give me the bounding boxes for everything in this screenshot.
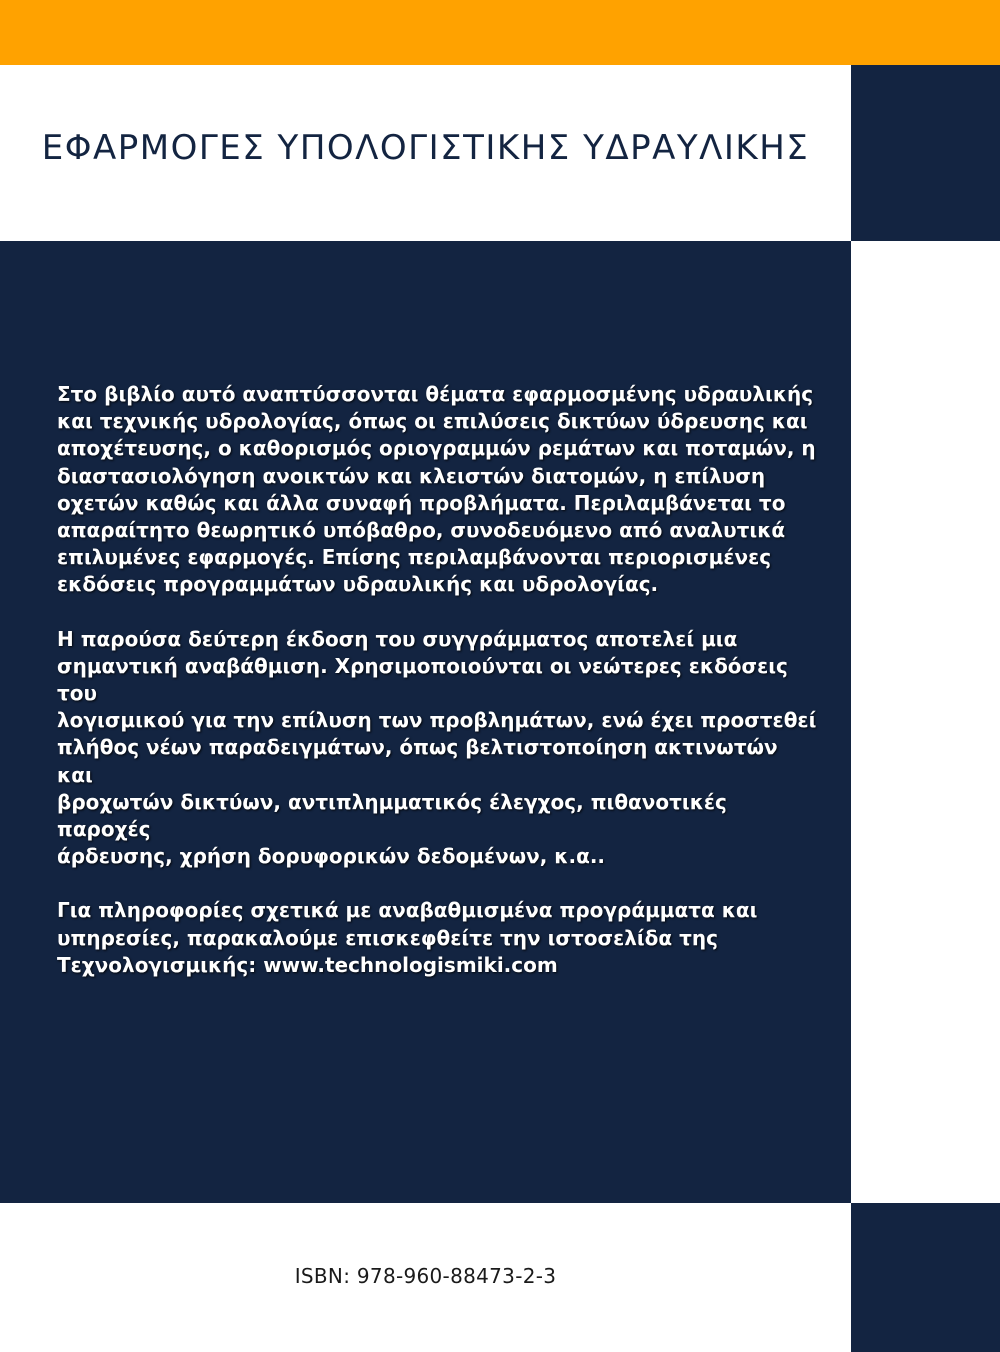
top-accent-bar (0, 0, 1000, 65)
description-paragraph-3: Για πληροφορίες σχετικά με αναβαθμισμένα προγράμματα και υπηρεσίες, παρακαλούμε επισκεφθείτε την ιστοσελίδα της Τεχνολογισμικής: www.technologismiki.com (57, 898, 758, 977)
description-paragraph-2: Η παρούσα δεύτερη έκδοση του συγγράμματος αποτελεί μια σημαντική αναβάθμιση. Χρησιμοποιούνται οι νεώτερες εκδόσεις του λογισμικού για την επίλυση των προβλημάτων, ενώ έχει προστεθεί πλήθος νέων παραδειγμάτων, όπως βελτιστοποίηση ακτινωτών και βροχωτών δικτύων, αντιπλημματικός έλεγχος, πιθανοτικές παροχές άρδευσης, χρήση δορυφορικών δεδομένων, κ.α.. (57, 626, 817, 869)
back-cover-description (57, 381, 817, 1006)
bottom-right-corner-block (851, 1203, 1000, 1352)
isbn-label: ISBN: 978-960-88473-2-3 (294, 1264, 557, 1288)
book-title: ΕΦΑΡΜΟΓΕΣ ΥΠΟΛΟΓΙΣΤΙΚΗΣ ΥΔΡΑΥΛΙΚΗΣ (41, 128, 810, 168)
top-right-corner-block (851, 65, 1000, 241)
description-paragraph-1: Στο βιβλίο αυτό αναπτύσσονται θέματα εφαρμοσμένης υδραυλικής και τεχνικής υδρολογίας, όπως οι επιλύσεις δικτύων ύδρευσης και αποχέτευσης, ο καθορισμός οριογραμμών ρεμάτων και ποταμών, η διαστασιολόγηση ανοικτών και κλειστών διατομών, η επίλυση οχετών καθώς και άλλα συναφή προβλήματα. Περιλαμβάνεται το απαραίτητο θεωρητικό υπόβαθρο, συνοδευόμενο από αναλυτικά επιλυμένες εφαρμογές. Επίσης περιλαμβάνονται περιορισμένες εκδόσεις προγραμμάτων υδραυλικής και υδρολογίας. (57, 382, 816, 597)
description-panel (0, 241, 851, 1203)
